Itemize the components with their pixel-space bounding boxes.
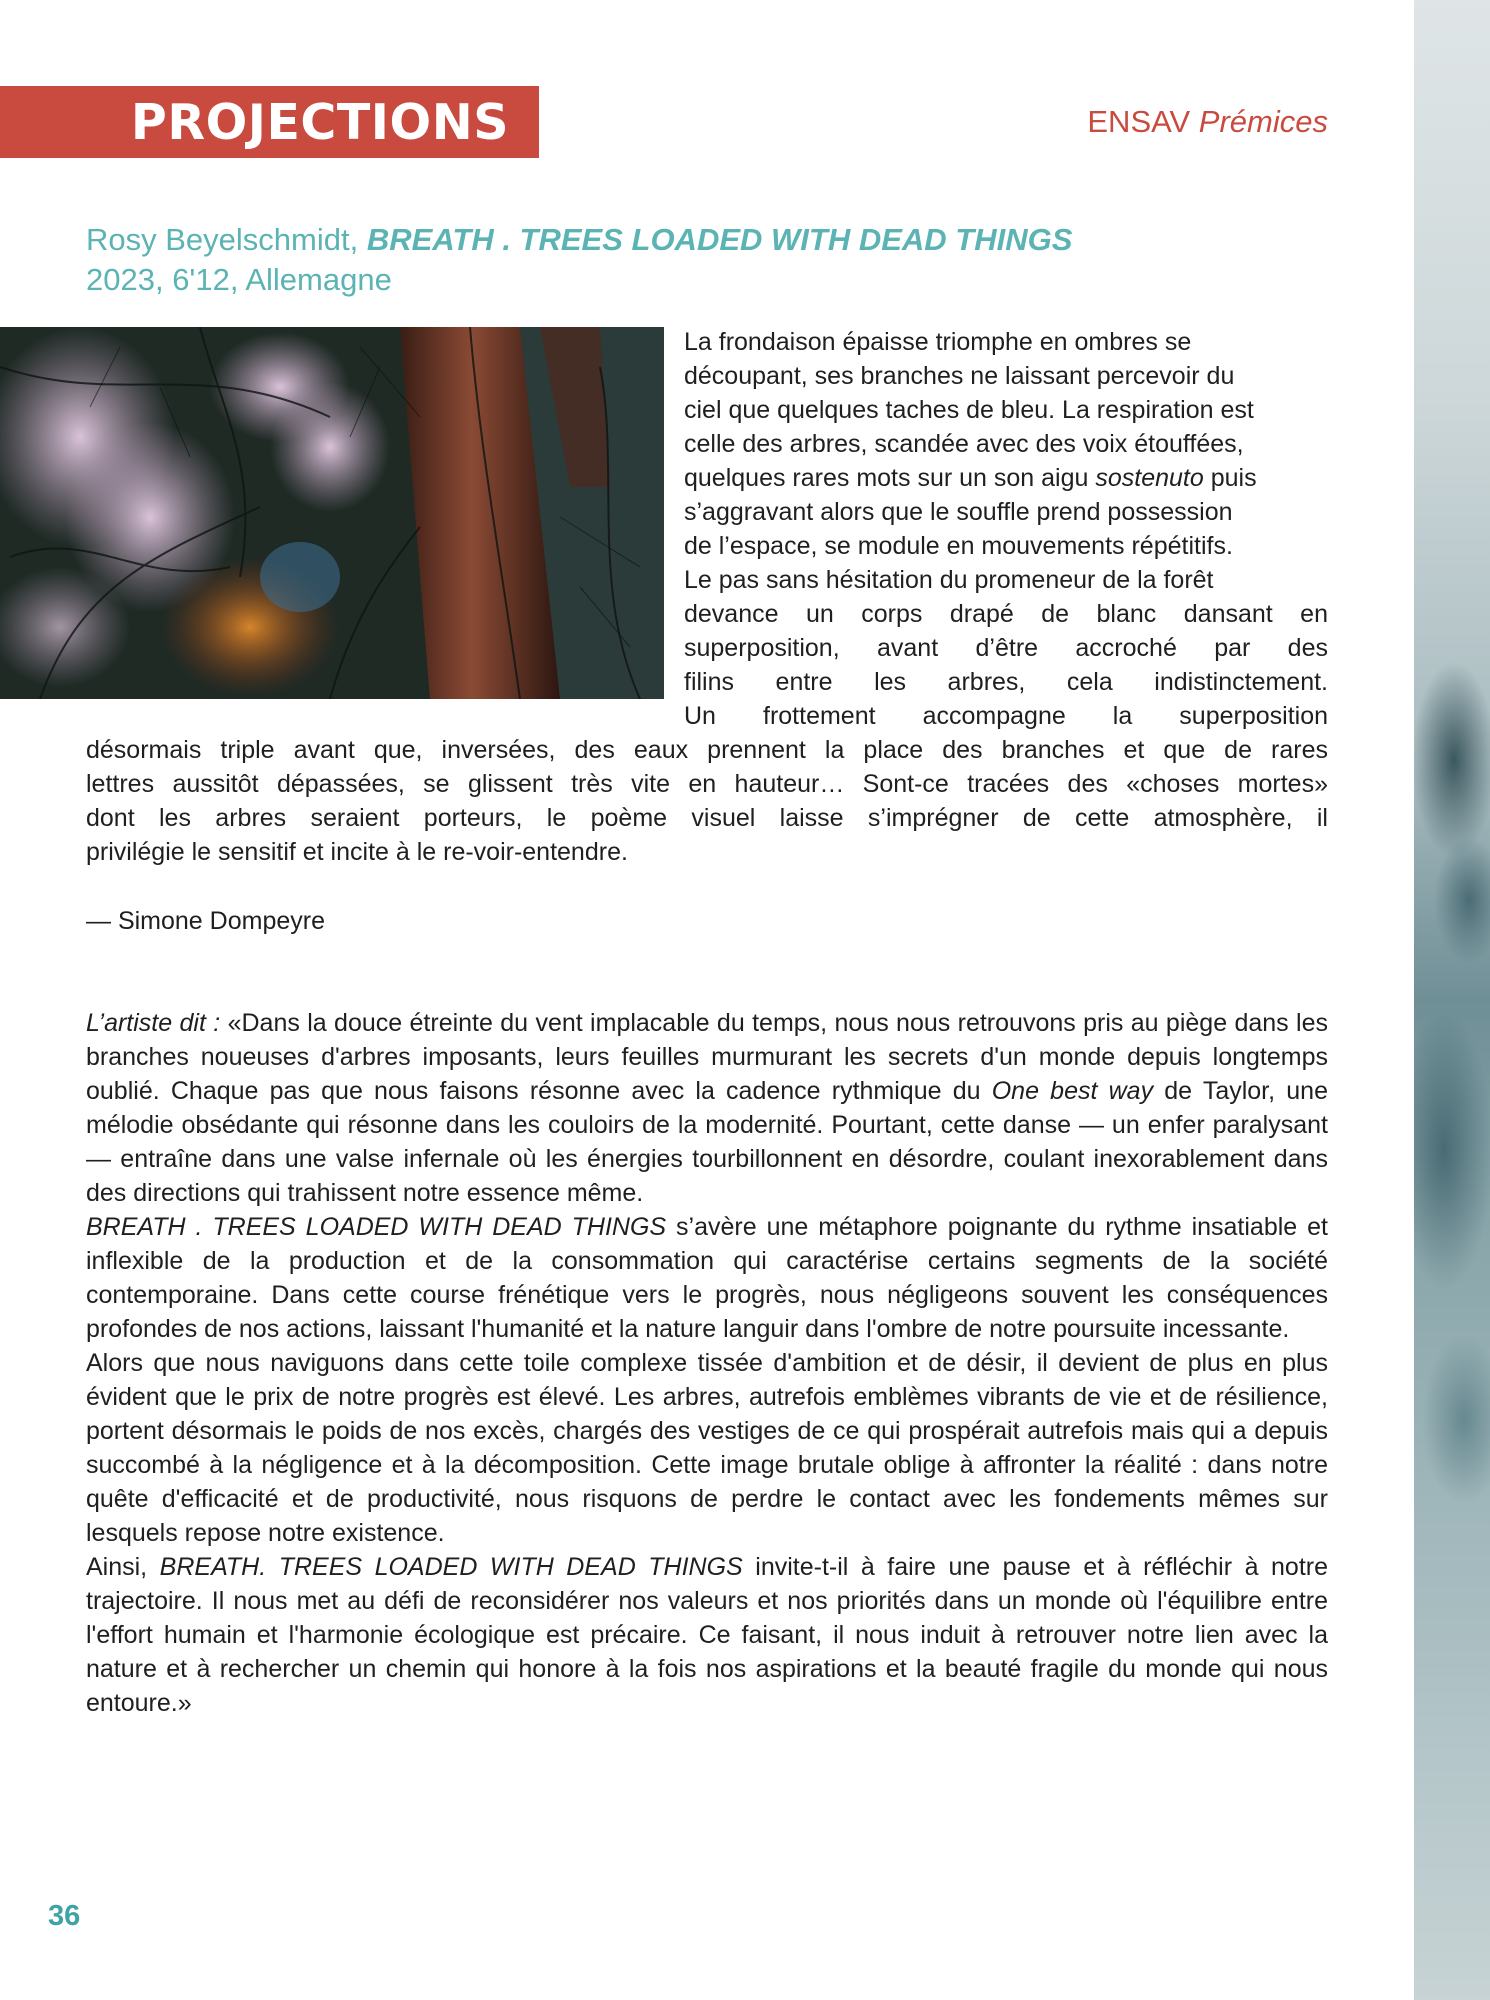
review-line: dont les arbres seraient porteurs, le poème visuel laisse s’imprégner de cette atmosphère, il xyxy=(86,804,1328,832)
review-line: ciel que quelques taches de bleu. La respiration est xyxy=(684,396,1254,424)
statement-text: s’avère une métaphore poignante du rythme insatiable et inflexible de la production et de la consommation qui caractérise certains segments de la société contemporaine. Dans cette course frénétique vers le progrès, nous négligeons souvent les conséquences profondes de nos actions, laissant l'humanité et la nature languir dans l'ombre de notre poursuite incessante. xyxy=(86,1213,1328,1343)
review-line: Le pas sans hésitation du promeneur de la forêt xyxy=(684,566,1214,594)
film-details: 2023, 6'12, Allemagne xyxy=(86,262,392,297)
statement-film-title: BREATH. TREES LOADED WITH DEAD THINGS xyxy=(159,1553,743,1581)
statement-lead: L’artiste dit : xyxy=(86,1009,221,1037)
review-line: lettres aussitôt dépassées, se glissent très vite en hauteur… Sont-ce tracées des «choses mortes» xyxy=(86,770,1328,798)
review-line: filins entre les arbres, cela indistinctement. xyxy=(684,668,1328,696)
statement-paragraph: Alors que nous naviguons dans cette toile complexe tissée d'ambition et de désir, il devient de plus en plus évident que le prix de notre progrès est élevé. Les arbres, autrefois emblèmes vibrants de vie et de résilience, portent désormais le poids de nos excès, chargés des vestiges de ce qui prospérait autrefois mais qui a depuis succombé à la négligence et à la décomposition. Cette image brutale oblige à affronter la réalité : dans notre quête d'efficacité et de productivité, nous risquons de perdre le contact avec les fondements mêmes sur lesquels repose notre existence. xyxy=(86,1349,1328,1547)
artist-statement xyxy=(86,1006,1328,1720)
review-line: privilégie le sensitif et incite à le re-voir-entendre. xyxy=(86,838,628,866)
statement-paragraph xyxy=(86,1550,1328,1720)
statement-film-title: BREATH . TREES LOADED WITH DEAD THINGS xyxy=(86,1213,667,1241)
review-italic-term: sostenuto xyxy=(1095,464,1204,492)
review-line: désormais triple avant que, inversées, des eaux prennent la place des branches et que de rares xyxy=(86,736,1328,764)
film-title: BREATH . TREES LOADED WITH DEAD THINGS xyxy=(366,222,1073,257)
review-line: La frondaison épaisse triomphe en ombres se xyxy=(684,328,1192,356)
review-full-text xyxy=(86,733,1328,869)
review-line xyxy=(684,461,1328,495)
statement-paragraph xyxy=(86,1210,1328,1346)
brand-subtitle: Prémices xyxy=(1198,104,1328,139)
review-text: quelques rares mots sur un son aigu xyxy=(684,464,1096,492)
review-line: Un frottement accompagne la superposition xyxy=(684,702,1328,730)
statement-text: de Taylor, une mélodie obsédante qui résonne dans les couloirs de la modernité. Pourtant, cette danse — un enfer paralysant — entraîne dans une valse infernale où les énergies tourbillonnent en désordre, coulant inexorablement dans des directions qui trahissent notre essence même. xyxy=(86,1077,1328,1207)
statement-text: «Dans la douce étreinte du vent implacable du temps, nous nous retrouvons pris au piège dans les branches noueuses d'arbres imposants, leurs feuilles murmurant les secrets d'un monde depuis longtemps oublié. Chaque pas que nous faisons résonne avec la cadence rythmique du xyxy=(86,1009,1328,1105)
brand-name: ENSAV xyxy=(1087,104,1191,139)
publication-brand xyxy=(1000,104,1328,140)
statement-italic-term: One best way xyxy=(991,1077,1154,1105)
review-line: celle des arbres, scandée avec des voix étouffées, xyxy=(684,430,1244,458)
review-signature: — Simone Dompeyre xyxy=(86,907,325,935)
review-line: découpant, ses branches ne laissant percevoir du xyxy=(684,362,1235,390)
page-number: 36 xyxy=(48,1900,81,1932)
review-line: superposition, avant d’être accroché par des xyxy=(684,634,1328,662)
statement-text: invite-t-il à faire une pause et à réfléchir à notre trajectoire. Il nous met au défi de reconsidérer nos valeurs et nos priorités dans un monde où l'équilibre entre l'effort humain et l'harmonie écologique est précaire. Ce faisant, il nous induit à retrouver notre lien avec la nature et à rechercher un chemin qui honore à la fois nos aspirations et la beauté fragile du monde qui nous entoure.» xyxy=(86,1553,1328,1717)
section-title: PROJECTIONS xyxy=(130,93,509,151)
review-text: puis xyxy=(1203,464,1257,492)
section-banner xyxy=(0,86,539,158)
statement-text: Ainsi, xyxy=(86,1553,160,1581)
film-still-image xyxy=(0,327,664,699)
film-artist: Rosy Beyelschmidt, xyxy=(86,222,359,257)
review-wrapped-text xyxy=(684,325,1328,733)
decorative-edge-strip xyxy=(1414,0,1490,2000)
film-heading xyxy=(86,220,1072,300)
review-line: devance un corps drapé de blanc dansant en xyxy=(684,600,1328,628)
review-line: de l’espace, se module en mouvements répétitifs. xyxy=(684,532,1233,560)
review-line: s’aggravant alors que le souffle prend possession xyxy=(684,498,1233,526)
statement-paragraph xyxy=(86,1006,1328,1210)
